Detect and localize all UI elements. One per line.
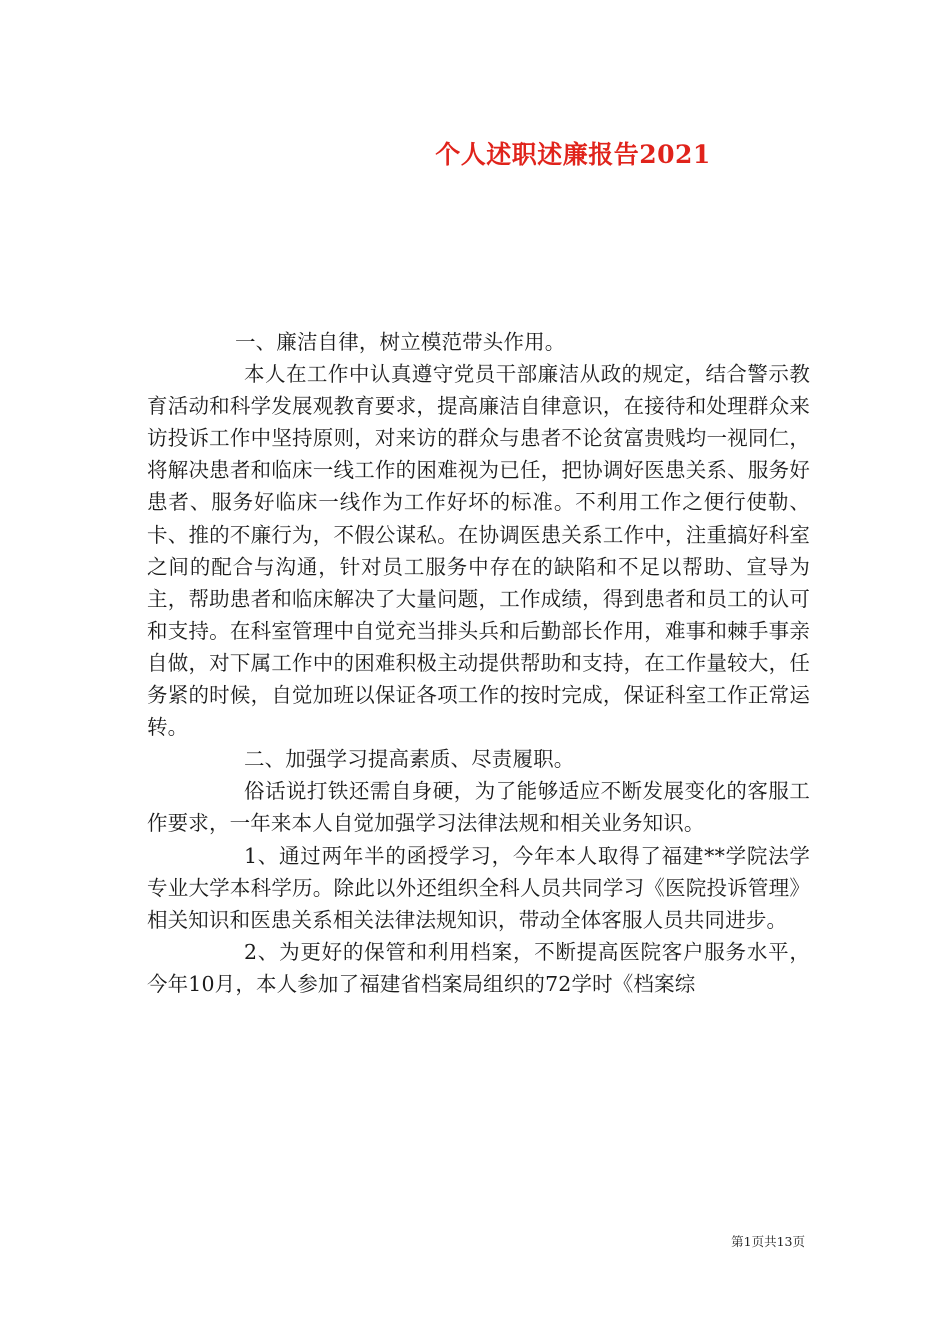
paragraph-4: 2、为更好的保管和利用档案，不断提高医院客户服务水平，今年10月，本人参加了福建省档案局组织的72学时《档案综 <box>147 939 810 996</box>
paragraph-2: 俗话说打铁还需自身硬，为了能够适应不断发展变化的客服工作要求，一年来本人自觉加强学习法律法规和相关业务知识。 <box>147 779 810 836</box>
section-heading-1: 一、廉洁自律，树立模范带头作用。 <box>235 330 566 354</box>
paragraph-1: 本人在工作中认真遵守党员干部廉洁从政的规定，结合警示教育活动和科学发展观教育要求，提高廉洁自律意识，在接待和处理群众来访投诉工作中坚持原则，对来访的群众与患者不论贫富贵贱均一视同仁，将解决患者和临床一线工作的困难视为已任，把协调好医患关系、服务好患者、服务好临床一线作为工作好坏的标准。不利用工作之便行使勒、卡、推的不廉行为，不假公谋私。在协调医患关系工作中，注重搞好科室之间的配合与沟通，针对员工服务中存在的缺陷和不足以帮助、宣导为主，帮助患者和临床解决了大量问题，工作成绩，得到患者和员工的认可和支持。在科室管理中自觉充当排头兵和后勤部长作用，难事和棘手事亲自做，对下属工作中的困难积极主动提供帮助和支持，在工作量较大，任务紧的时候，自觉加班以保证各项工作的按时完成，保证科室工作正常运转。 <box>147 362 810 740</box>
document-title: 个人述职述廉报告2021 <box>435 140 711 169</box>
page-footer: 第1页共13页 <box>731 1234 805 1249</box>
paragraph-3: 1、通过两年半的函授学习，今年本人取得了福建**学院法学专业大学本科学历。除此以外还组织全科人员共同学习《医院投诉管理》相关知识和医患关系相关法律法规知识，带动全体客服人员共同进步。 <box>147 843 810 932</box>
section-heading-2: 二、加强学习提高素质、尽责履职。 <box>244 747 575 772</box>
document-body <box>147 326 810 1000</box>
